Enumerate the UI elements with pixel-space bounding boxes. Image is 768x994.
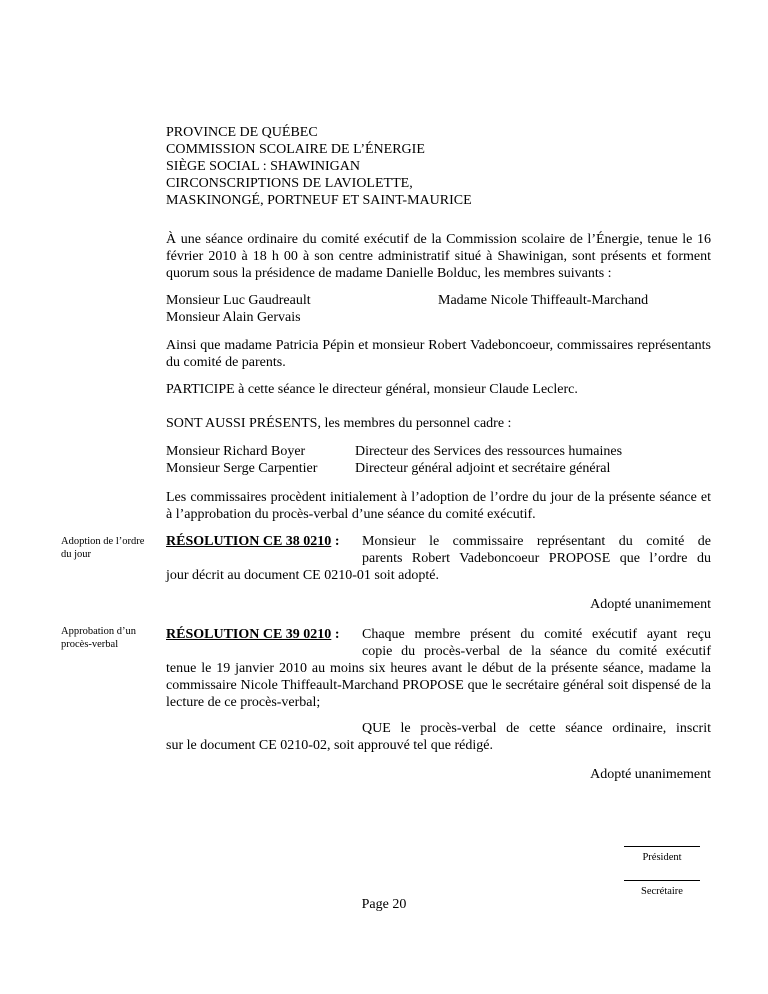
document-header <box>166 124 472 209</box>
resolution-text-line: Chaque membre présent du comité exécutif ayant reçu <box>362 627 711 642</box>
member-name: Monsieur Luc Gaudreault <box>166 293 311 308</box>
resolution-heading <box>166 533 339 550</box>
resolution-text-line: jour décrit au document CE 0210-01 soit adopté. <box>166 568 439 583</box>
resolution-number: RÉSOLUTION CE 39 0210 <box>166 627 332 642</box>
adopted-label: Adopté unanimement <box>590 597 711 612</box>
que-text-line: sur le document CE 0210-02, soit approuvé tel que rédigé. <box>166 738 493 753</box>
parents-paragraph: Ainsi que madame Patricia Pépin et monsieur Robert Vadeboncoeur, commissaires représentants du comité de parents. <box>166 338 711 370</box>
header-line: COMMISSION SCOLAIRE DE L’ÉNERGIE <box>166 142 425 157</box>
header-line: MASKINONGÉ, PORTNEUF ET SAINT-MAURICE <box>166 193 472 208</box>
resolution-colon: : <box>331 627 340 642</box>
resolution-text-line: parents Robert Vadeboncoeur PROPOSE que l’ordre du <box>362 551 711 566</box>
intro-paragraph: À une séance ordinaire du comité exécutif de la Commission scolaire de l’Énergie, tenue le 16 février 2010 à 18 h 00 à son centre administratif situé à Shawinigan, sont présents et forment quorum sous la présidence de madame Danielle Bolduc, les membres suivants : <box>166 232 711 281</box>
margin-note-adoption: Adoption de l’ordre du jour <box>61 536 145 560</box>
staff-name: Monsieur Serge Carpentier <box>166 461 318 476</box>
resolution-number: RÉSOLUTION CE 38 0210 <box>166 534 332 549</box>
header-line: PROVINCE DE QUÉBEC <box>166 125 318 140</box>
adoption-intro-paragraph: Les commissaires procèdent initialement à l’adoption de l’ordre du jour de la présente séance et à l’approbation du procès-verbal d’une séance du comité exécutif. <box>166 490 711 522</box>
header-line: SIÈGE SOCIAL : SHAWINIGAN <box>166 159 360 174</box>
participe-paragraph: PARTICIPE à cette séance le directeur général, monsieur Claude Leclerc. <box>166 382 578 397</box>
member-name: Madame Nicole Thiffeault-Marchand <box>438 293 649 308</box>
header-line: CIRCONSCRIPTIONS DE LAVIOLETTE, <box>166 176 413 191</box>
resolution-text-line: Monsieur le commissaire représentant du comité de <box>362 534 711 549</box>
signature-secretaire <box>622 880 702 900</box>
signature-president <box>622 846 702 866</box>
page-number: Page 20 <box>361 897 407 912</box>
resolution-text-paragraph: tenue le 19 janvier 2010 au moins six heures avant le début de la présente séance, madame la commissaire Nicole Thiffeault-Marchand PROPOSE que le secrétaire général soit dispensé de la lecture de ce procès-verbal; <box>166 661 711 710</box>
adopted-label: Adopté unanimement <box>590 767 711 782</box>
member-name: Monsieur Alain Gervais <box>166 310 301 325</box>
staff-role: Directeur général adjoint et secrétaire général <box>355 461 611 476</box>
members-list <box>166 292 711 326</box>
resolution-text-line: copie du procès-verbal de la séance du comité exécutif <box>362 644 711 659</box>
presents-paragraph: SONT AUSSI PRÉSENTS, les membres du personnel cadre : <box>166 416 512 431</box>
staff-name: Monsieur Richard Boyer <box>166 444 306 459</box>
resolution-heading <box>166 626 339 643</box>
que-text-line: QUE le procès-verbal de cette séance ordinaire, inscrit <box>362 721 711 736</box>
signature-label: Président <box>642 852 682 863</box>
signature-line <box>624 880 700 881</box>
signature-line <box>624 846 700 847</box>
resolution-colon: : <box>331 534 340 549</box>
signature-label: Secrétaire <box>641 886 683 897</box>
staff-list <box>166 443 711 477</box>
staff-role: Directeur des Services des ressources humaines <box>355 444 623 459</box>
margin-note-approbation: Approbation d’un procès-verbal <box>61 626 136 650</box>
